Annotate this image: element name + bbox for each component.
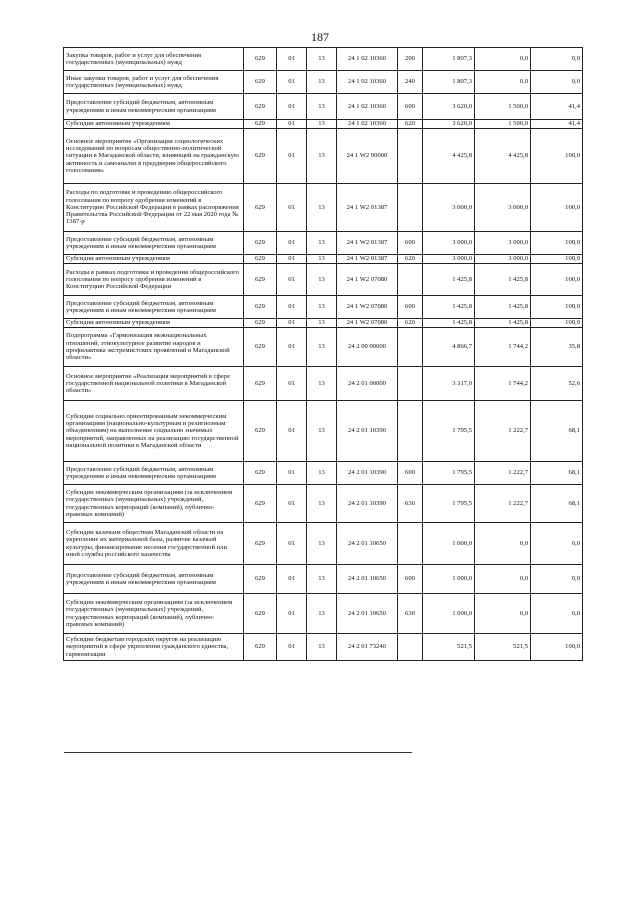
- row-subsection: 13: [307, 523, 337, 565]
- row-name: Субсидии автономным учреждениям: [64, 319, 244, 328]
- row-fact-amount: 0,0: [475, 71, 531, 94]
- row-expense-type: 630: [398, 485, 423, 523]
- table-row: [64, 319, 583, 328]
- row-admin-code: 629: [244, 319, 277, 328]
- row-target-item: 24 1 W2 01387: [337, 255, 398, 264]
- row-target-item: 24 1 02 10360: [337, 120, 398, 129]
- row-fact-amount: 1 744,2: [475, 328, 531, 367]
- table-row: [64, 48, 583, 71]
- row-subsection: 13: [307, 594, 337, 634]
- row-percent: 100,0: [531, 264, 583, 296]
- row-percent: 100,0: [531, 184, 583, 232]
- row-expense-type: 240: [398, 71, 423, 94]
- row-section: 01: [277, 328, 307, 367]
- row-expense-type: [398, 634, 423, 661]
- row-fact-amount: 1 222,7: [475, 462, 531, 485]
- row-name: Субсидии социально ориентированным некоммерческим организациям (национально-культурным и религиозным объединениям) на выполнение социально значимых мероприятий, направленных на реализацию государственной национальной политики в Магаданской области: [64, 401, 244, 462]
- row-admin-code: 629: [244, 120, 277, 129]
- row-plan-amount: 1 795,5: [423, 462, 475, 485]
- row-admin-code: 629: [244, 255, 277, 264]
- table-row: [64, 255, 583, 264]
- row-expense-type: [398, 129, 423, 184]
- row-fact-amount: 1 744,2: [475, 367, 531, 401]
- row-subsection: 13: [307, 184, 337, 232]
- row-fact-amount: 0,0: [475, 523, 531, 565]
- row-target-item: 24 1 W2 00000: [337, 129, 398, 184]
- table-row: [64, 634, 583, 661]
- row-admin-code: 629: [244, 232, 277, 255]
- row-fact-amount: 1 222,7: [475, 485, 531, 523]
- row-name: Подпрограмма «Гармонизация межнациональных отношений, этнокультурное развитие народов и профилактика экстремистских проявлений в Магаданской области»: [64, 328, 244, 367]
- row-fact-amount: 1 222,7: [475, 401, 531, 462]
- row-admin-code: 629: [244, 634, 277, 661]
- row-percent: 52,6: [531, 367, 583, 401]
- row-fact-amount: 0,0: [475, 565, 531, 594]
- row-expense-type: 600: [398, 94, 423, 120]
- row-name: Предоставление субсидий бюджетным, автономным учреждениям и иным некоммерческим организациям: [64, 462, 244, 485]
- row-subsection: 13: [307, 264, 337, 296]
- row-fact-amount: 1 425,8: [475, 296, 531, 319]
- row-name: Субсидии бюджетам городских округов на реализацию мероприятий в сфере укрепления гражданского единства, гармонизации: [64, 634, 244, 661]
- row-fact-amount: 3 000,0: [475, 184, 531, 232]
- row-expense-type: [398, 523, 423, 565]
- row-name: Основное мероприятие «Реализация мероприятий в сфере государственной национальной политики в Магаданской области»: [64, 367, 244, 401]
- row-percent: 68,1: [531, 462, 583, 485]
- row-subsection: 13: [307, 255, 337, 264]
- row-plan-amount: 521,5: [423, 634, 475, 661]
- row-fact-amount: 3 000,0: [475, 255, 531, 264]
- row-admin-code: 629: [244, 401, 277, 462]
- row-expense-type: 600: [398, 296, 423, 319]
- row-name: Предоставление субсидий бюджетным, автономным учреждениям и иным некоммерческим организациям: [64, 296, 244, 319]
- row-name: Расходы в рамках подготовки и проведения общероссийского голосования по вопросу одобрения изменений в Конституцию Российской Федерации: [64, 264, 244, 296]
- table-row: [64, 565, 583, 594]
- row-name: Субсидии автономным учреждениям: [64, 120, 244, 129]
- row-percent: 68,1: [531, 401, 583, 462]
- row-section: 01: [277, 485, 307, 523]
- row-target-item: 24 1 02 10360: [337, 71, 398, 94]
- row-name: Основное мероприятие «Организация социологических исследований по вопросам общественно-политической ситуации в Магаданской области, влияющей на гражданскую активность и самоанализ в преддверии общероссийского голосования»: [64, 129, 244, 184]
- row-subsection: 13: [307, 328, 337, 367]
- row-target-item: 24 1 02 10360: [337, 48, 398, 71]
- table-row: [64, 71, 583, 94]
- row-section: 01: [277, 71, 307, 94]
- row-plan-amount: 1 425,8: [423, 264, 475, 296]
- row-expense-type: 620: [398, 255, 423, 264]
- row-target-item: 24 2 01 10650: [337, 594, 398, 634]
- row-target-item: 24 2 01 73240: [337, 634, 398, 661]
- row-fact-amount: 3 000,0: [475, 232, 531, 255]
- row-name: Субсидии автономным учреждениям: [64, 255, 244, 264]
- row-section: 01: [277, 48, 307, 71]
- table-body: [64, 48, 583, 661]
- table-row: [64, 129, 583, 184]
- row-admin-code: 629: [244, 485, 277, 523]
- row-plan-amount: 1 807,3: [423, 48, 475, 71]
- row-name: Субсидии некоммерческим организациям (за исключением государственных (муниципальных) учреждений, государственных корпораций (компаний), публично-правовых компаний): [64, 594, 244, 634]
- row-subsection: 13: [307, 565, 337, 594]
- row-plan-amount: 3 620,0: [423, 94, 475, 120]
- row-plan-amount: 1 000,0: [423, 594, 475, 634]
- row-section: 01: [277, 319, 307, 328]
- row-percent: 100,0: [531, 129, 583, 184]
- row-section: 01: [277, 523, 307, 565]
- row-admin-code: 629: [244, 565, 277, 594]
- row-expense-type: [398, 401, 423, 462]
- row-expense-type: 630: [398, 594, 423, 634]
- row-admin-code: 629: [244, 523, 277, 565]
- row-target-item: 24 1 W2 01387: [337, 232, 398, 255]
- row-target-item: 24 1 W2 07080: [337, 264, 398, 296]
- row-target-item: 24 2 01 10650: [337, 565, 398, 594]
- row-percent: 100,0: [531, 296, 583, 319]
- row-percent: 100,0: [531, 232, 583, 255]
- row-plan-amount: 3 620,0: [423, 120, 475, 129]
- row-subsection: 13: [307, 634, 337, 661]
- row-section: 01: [277, 120, 307, 129]
- row-subsection: 13: [307, 94, 337, 120]
- row-percent: 100,0: [531, 319, 583, 328]
- table-row: [64, 367, 583, 401]
- row-section: 01: [277, 367, 307, 401]
- row-section: 01: [277, 565, 307, 594]
- row-target-item: 24 2 01 10650: [337, 523, 398, 565]
- page-number: 187: [311, 30, 329, 44]
- row-section: 01: [277, 129, 307, 184]
- table-row: [64, 462, 583, 485]
- row-name: Предоставление субсидий бюджетным, автономным учреждениям и иным некоммерческим организациям: [64, 94, 244, 120]
- row-percent: 0,0: [531, 565, 583, 594]
- table-row: [64, 328, 583, 367]
- row-plan-amount: 1 795,5: [423, 401, 475, 462]
- row-name: Субсидии казачьим обществам Магаданской области на укрепление их материальной базы, развитие казачьей культуры, финансирование несения государственной или иной службы российского казачества: [64, 523, 244, 565]
- table-row: [64, 184, 583, 232]
- row-plan-amount: 1 425,8: [423, 296, 475, 319]
- row-subsection: 13: [307, 485, 337, 523]
- table-row: [64, 120, 583, 129]
- row-target-item: 24 2 01 10390: [337, 401, 398, 462]
- row-subsection: 13: [307, 120, 337, 129]
- row-admin-code: 629: [244, 462, 277, 485]
- row-section: 01: [277, 296, 307, 319]
- row-section: 01: [277, 184, 307, 232]
- table-row: [64, 94, 583, 120]
- table-row: [64, 523, 583, 565]
- table-row: [64, 401, 583, 462]
- row-section: 01: [277, 94, 307, 120]
- row-subsection: 13: [307, 71, 337, 94]
- row-section: 01: [277, 255, 307, 264]
- row-name: Расходы по подготовке и проведению общероссийского голосования по вопросу одобрения изменений в Конституцию Российской Федерации в рамках распоряжения Правительства Российской Федерации от 22 мая 2020 года № 1387-р: [64, 184, 244, 232]
- row-target-item: 24 2 01 10390: [337, 485, 398, 523]
- row-plan-amount: 4 866,7: [423, 328, 475, 367]
- row-admin-code: 629: [244, 71, 277, 94]
- row-percent: 41,4: [531, 120, 583, 129]
- row-plan-amount: 3 000,0: [423, 255, 475, 264]
- row-subsection: 13: [307, 296, 337, 319]
- row-percent: 100,0: [531, 255, 583, 264]
- table-row: [64, 264, 583, 296]
- row-expense-type: 600: [398, 232, 423, 255]
- row-admin-code: 629: [244, 367, 277, 401]
- row-expense-type: [398, 367, 423, 401]
- row-plan-amount: 3 000,0: [423, 184, 475, 232]
- row-subsection: 13: [307, 232, 337, 255]
- row-section: 01: [277, 594, 307, 634]
- row-subsection: 13: [307, 129, 337, 184]
- row-expense-type: 200: [398, 48, 423, 71]
- row-percent: 35,8: [531, 328, 583, 367]
- row-percent: 0,0: [531, 594, 583, 634]
- row-fact-amount: 0,0: [475, 594, 531, 634]
- row-admin-code: 629: [244, 94, 277, 120]
- table-row: [64, 485, 583, 523]
- row-section: 01: [277, 264, 307, 296]
- row-percent: 41,4: [531, 94, 583, 120]
- row-expense-type: [398, 328, 423, 367]
- row-subsection: 13: [307, 462, 337, 485]
- table-row: [64, 232, 583, 255]
- row-name: Иные закупки товаров, работ и услуг для обеспечения государственных (муниципальных) нужд: [64, 71, 244, 94]
- row-percent: 0,0: [531, 48, 583, 71]
- row-subsection: 13: [307, 319, 337, 328]
- row-fact-amount: 1 500,0: [475, 94, 531, 120]
- row-admin-code: 629: [244, 264, 277, 296]
- row-plan-amount: 1 425,8: [423, 319, 475, 328]
- table-row: [64, 296, 583, 319]
- row-expense-type: 620: [398, 120, 423, 129]
- row-section: 01: [277, 462, 307, 485]
- footer-rule: [64, 752, 412, 753]
- row-expense-type: 620: [398, 319, 423, 328]
- row-target-item: 24 2 00 00000: [337, 328, 398, 367]
- row-section: 01: [277, 634, 307, 661]
- row-expense-type: [398, 264, 423, 296]
- row-target-item: 24 2 01 00000: [337, 367, 398, 401]
- row-fact-amount: 4 425,8: [475, 129, 531, 184]
- row-name: Предоставление субсидий бюджетным, автономным учреждениям и иным некоммерческим организациям: [64, 232, 244, 255]
- row-admin-code: 629: [244, 328, 277, 367]
- row-plan-amount: 1 795,5: [423, 485, 475, 523]
- row-percent: 68,1: [531, 485, 583, 523]
- row-subsection: 13: [307, 401, 337, 462]
- row-target-item: 24 2 01 10390: [337, 462, 398, 485]
- row-admin-code: 629: [244, 296, 277, 319]
- row-plan-amount: 3 317,0: [423, 367, 475, 401]
- row-target-item: 24 1 02 10360: [337, 94, 398, 120]
- row-plan-amount: 1 000,0: [423, 523, 475, 565]
- table-row: [64, 594, 583, 634]
- row-section: 01: [277, 232, 307, 255]
- row-percent: 0,0: [531, 71, 583, 94]
- row-fact-amount: 1 425,8: [475, 319, 531, 328]
- row-target-item: 24 1 W2 07080: [337, 319, 398, 328]
- row-expense-type: 600: [398, 462, 423, 485]
- row-target-item: 24 1 W2 07080: [337, 296, 398, 319]
- row-admin-code: 629: [244, 184, 277, 232]
- row-name: Субсидии некоммерческим организациям (за исключением государственных (муниципальных) учреждений, государственных корпораций (компаний), публично-правовых компаний): [64, 485, 244, 523]
- row-fact-amount: 0,0: [475, 48, 531, 71]
- row-plan-amount: 4 425,8: [423, 129, 475, 184]
- row-expense-type: 600: [398, 565, 423, 594]
- row-plan-amount: 3 000,0: [423, 232, 475, 255]
- row-subsection: 13: [307, 367, 337, 401]
- row-section: 01: [277, 401, 307, 462]
- row-percent: 100,0: [531, 634, 583, 661]
- row-name: Предоставление субсидий бюджетным, автономным учреждениям и иным некоммерческим организациям: [64, 565, 244, 594]
- row-admin-code: 629: [244, 129, 277, 184]
- row-fact-amount: 1 425,8: [475, 264, 531, 296]
- row-fact-amount: 521,5: [475, 634, 531, 661]
- row-fact-amount: 1 500,0: [475, 120, 531, 129]
- budget-table: [63, 47, 583, 661]
- row-target-item: 24 1 W2 01387: [337, 184, 398, 232]
- row-expense-type: [398, 184, 423, 232]
- row-plan-amount: 1 000,0: [423, 565, 475, 594]
- row-admin-code: 629: [244, 594, 277, 634]
- row-name: Закупка товаров, работ и услуг для обеспечения государственных (муниципальных) нужд: [64, 48, 244, 71]
- row-subsection: 13: [307, 48, 337, 71]
- row-admin-code: 629: [244, 48, 277, 71]
- row-percent: 0,0: [531, 523, 583, 565]
- row-plan-amount: 1 807,3: [423, 71, 475, 94]
